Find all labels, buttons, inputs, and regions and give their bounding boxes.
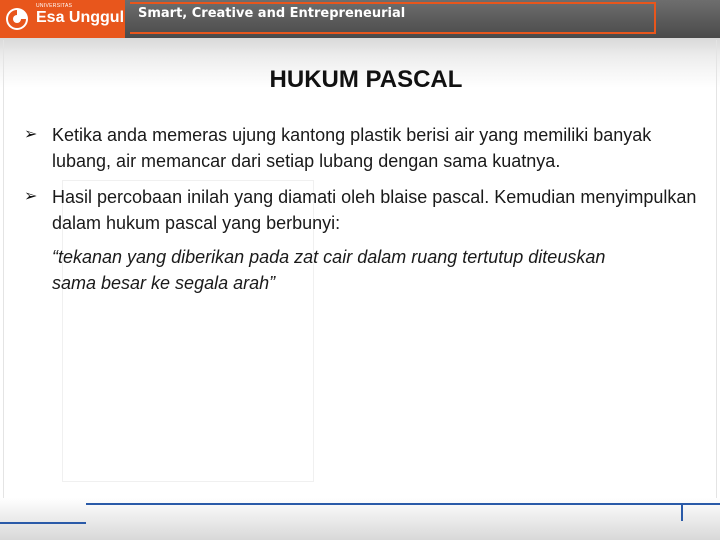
bullet-item bbox=[22, 184, 702, 236]
tagline: Smart, Creative and Entrepreneurial bbox=[138, 6, 406, 21]
pascal-law-quote: “tekanan yang diberikan pada zat cair dalam ruang tertutup diteuskan sama besar ke segala arah” bbox=[52, 247, 606, 293]
slide-title: HUKUM PASCAL bbox=[269, 66, 463, 93]
bullet-text: Ketika anda memeras ujung kantong plastik berisi air yang memiliki banyak lubang, air memancar dari setiap lubang dengan sama kuatnya. bbox=[52, 125, 652, 171]
bullet-item bbox=[22, 122, 702, 174]
esa-unggul-logo-icon bbox=[5, 7, 29, 31]
logo-subtitle: UNIVERSITAS bbox=[36, 3, 73, 9]
slide-content bbox=[22, 122, 702, 296]
bullet-text: Hasil percobaan inilah yang diamati oleh blaise pascal. Kemudian menyimpulkan dalam hukum pascal yang berbunyi: bbox=[52, 187, 697, 233]
footer-accent-line-right bbox=[683, 503, 720, 505]
logo bbox=[0, 0, 125, 38]
footer-accent-line bbox=[86, 503, 683, 521]
footer-accent-line-left bbox=[0, 522, 86, 524]
right-border-line bbox=[716, 40, 717, 535]
arrow-bullet-icon: ➢ bbox=[24, 188, 38, 205]
logo-text: Esa Unggul bbox=[36, 9, 125, 26]
left-border-line bbox=[3, 40, 4, 535]
arrow-bullet-icon: ➢ bbox=[24, 126, 38, 143]
